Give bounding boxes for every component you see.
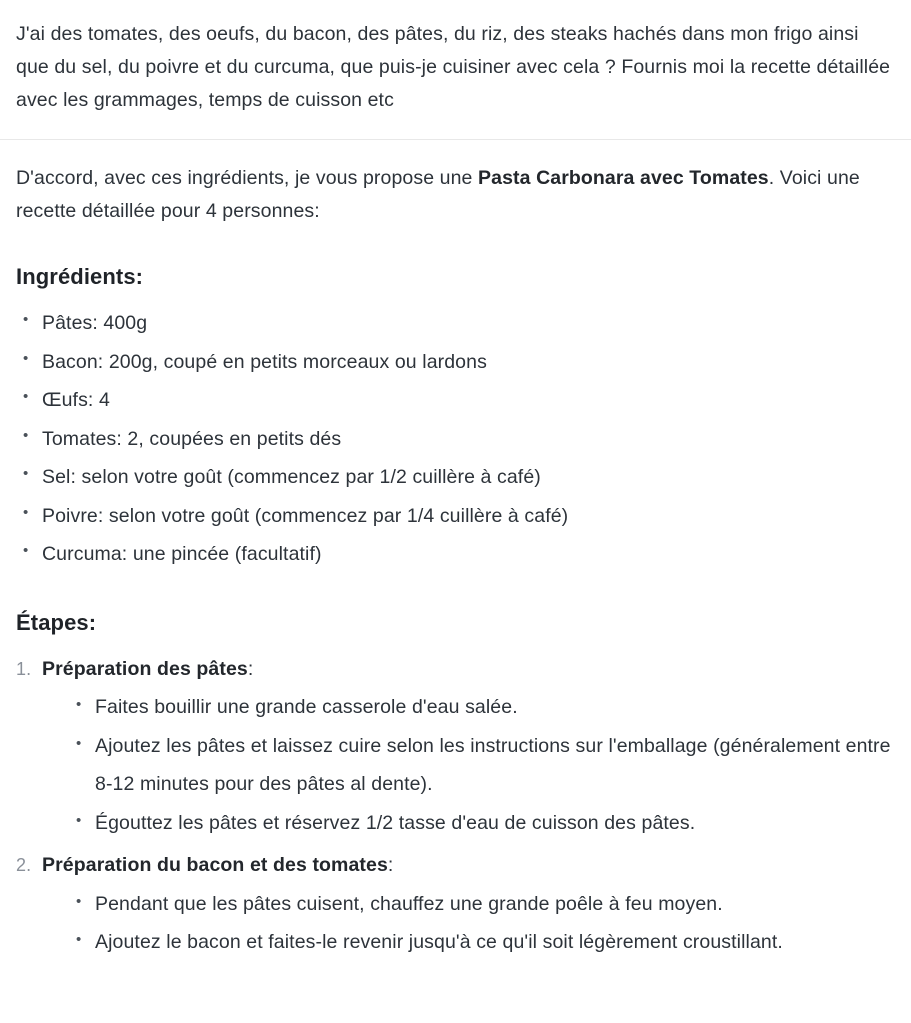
user-message-turn <box>0 0 911 140</box>
intro-text-after: . Voici une recette détaillée pour 4 personnes: <box>16 167 860 222</box>
step-title-suffix: : <box>247 657 254 680</box>
ingredients-heading: Ingrédients: <box>16 264 144 289</box>
list-item: • Poivre: selon votre goût (commencez par 1/4 cuillère à café) <box>16 497 895 536</box>
list-item: • Sel: selon votre goût (commencez par 1/2 cuillère à café) <box>16 458 895 497</box>
step-title <box>42 650 895 689</box>
list-item: • Pâtes: 400g <box>16 304 895 343</box>
assistant-message-body <box>16 162 895 962</box>
list-item: • Faites bouillir une grande casserole d'eau salée. <box>68 688 895 727</box>
list-item <box>16 846 895 962</box>
recipe-name: Pasta Carbonara avec Tomates <box>478 167 769 189</box>
list-item: • Tomates: 2, coupées en petits dés <box>16 420 895 459</box>
user-message-text: J'ai des tomates, des oeufs, du bacon, des pâtes, du riz, des steaks hachés dans mon frigo ainsi que du sel, du poivre et du curcuma, que puis-je cuisiner avec cela ? Fournis moi la recette détaillée avec les grammages, temps de cuisson etc <box>16 23 891 111</box>
list-item: • Curcuma: une pincée (facultatif) <box>16 535 895 574</box>
list-item: • Pendant que les pâtes cuisent, chauffez une grande poêle à feu moyen. <box>68 885 895 924</box>
list-item: • Œufs: 4 <box>16 381 895 420</box>
step-title-suffix: : <box>387 854 394 876</box>
step-title-text: Préparation du bacon et des tomates <box>42 854 388 876</box>
substeps-list <box>42 688 895 842</box>
list-item: • Égouttez les pâtes et réservez 1/2 tasse d'eau de cuisson des pâtes. <box>68 804 895 843</box>
steps-heading: Étapes: <box>16 609 97 635</box>
assistant-intro-paragraph <box>16 162 895 228</box>
steps-list <box>16 650 895 962</box>
step-title <box>42 846 895 885</box>
list-item: • Bacon: 200g, coupé en petits morceaux ou lardons <box>16 343 895 382</box>
substeps-list <box>42 885 895 962</box>
assistant-message-turn <box>0 140 911 976</box>
list-item <box>16 650 895 843</box>
list-item: • Ajoutez les pâtes et laissez cuire selon les instructions sur l'emballage (généralement entre 8-12 minutes pour des pâtes al dente). <box>68 727 895 804</box>
list-item: • Ajoutez le bacon et faites-le revenir jusqu'à ce qu'il soit légèrement croustillant. <box>68 923 895 962</box>
intro-text-before: D'accord, avec ces ingrédients, je vous propose une <box>16 167 479 189</box>
ingredients-list <box>16 304 895 574</box>
step-title-text: Préparation des pâtes <box>42 657 248 680</box>
